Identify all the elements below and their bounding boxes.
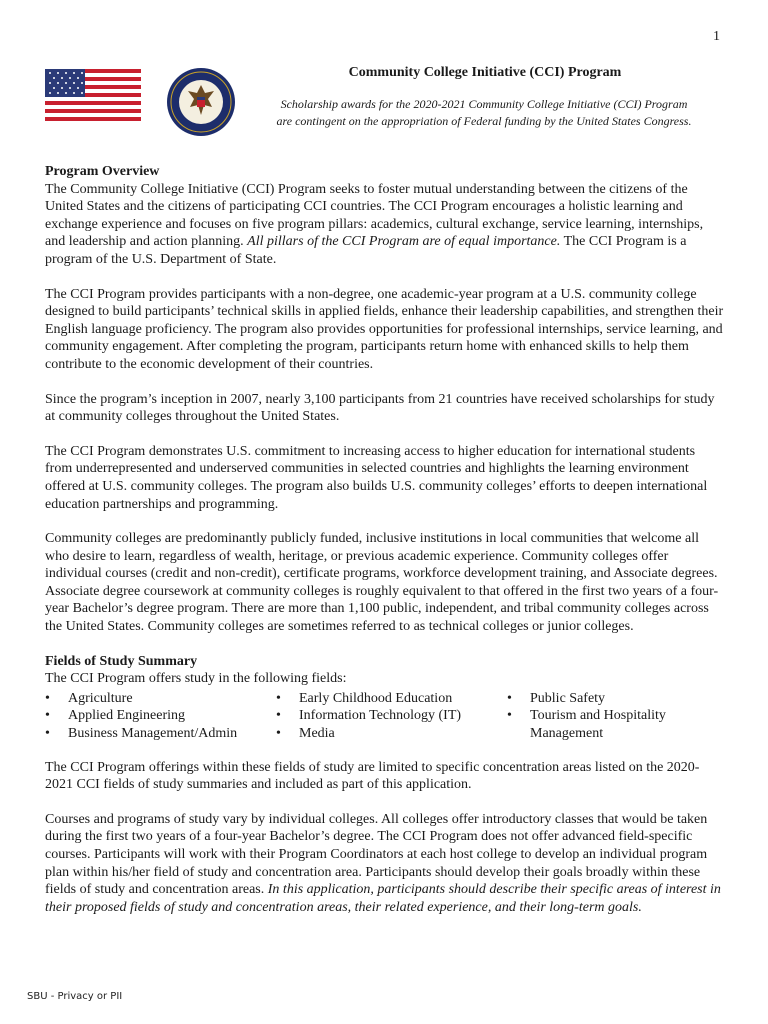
department-of-state-seal-image [166,67,236,137]
program-overview-heading: Program Overview [45,164,160,179]
overview-paragraph-2: The CCI Program provides participants with a non-degree, one academic-year program at a U.S. community college designed to build participants’ technical skills in applied fields, enhance their leadership capabilities, and strengthen their English language proficiency. The program also provides opportunities for professional internships, service learning, and community engagement. After completing the program, participants return home with enhanced skills to help them contribute to the economic development of their countries. [45,286,724,372]
overview-paragraph-5: Community colleges are predominantly publicly funded, inclusive institutions in local communities that welcome all who desire to learn, regardless of wealth, heritage, or previous academic experience. Community colleges offer individual courses (credit and non-credit), certificate programs, workforce development training, and Associate degrees. Associate degree coursework at community colleges is roughly equivalent to that offered in the first two years of a four-year Bachelor’s degree program. There are more than 1,100 public, independent, and tribal community colleges across the United States. Community colleges are sometimes referred to as technical colleges or junior colleges. [45,531,719,635]
fields-intro: The CCI Program offers study in the following fields: [45,671,347,687]
document-subtitle [250,96,718,130]
list-item: • Information Technology (IT) [276,707,507,725]
fields-column-3 [507,690,717,743]
page-number: 1 [713,29,720,44]
fields-paragraph-2 [45,811,725,917]
list-item: • Business Management/Admin [45,725,276,743]
overview-paragraph-4: The CCI Program demonstrates U.S. commitment to increasing access to higher education for international students from underrepresented and underserved communities in selected countries and highlights the learning environment offered at U.S. community colleges. The program also builds U.S. community colleges’ efforts to deepen international education partnerships and programming. [45,443,708,512]
fields-column-1 [45,690,276,743]
list-item: • Applied Engineering [45,707,276,725]
fields-paragraph-1: The CCI Program offerings within these fields of study are limited to specific concentration areas listed on the 2020-2021 CCI fields of study summaries and included as part of this application. [45,759,700,793]
list-item: • Early Childhood Education [276,690,507,708]
subtitle-line-1: Scholarship awards for the 2020-2021 Community College Initiative (CCI) Program [280,97,688,111]
fields-of-study-heading: Fields of Study Summary [45,653,198,669]
footer-classification: SBU - Privacy or PII [27,991,123,1002]
subtitle-line-2: are contingent on the appropriation of Federal funding by the United States Congress. [276,114,692,128]
us-flag-image [45,69,141,121]
fields-p2-emphasis: In this application, participants should describe their specific areas of interest in their proposed fields of study and concentration areas, their related experience, and their long-term goals. [45,882,721,915]
list-item: • Public Safety [507,690,717,708]
fields-list [45,690,725,743]
fields-p2-text: Courses and programs of study vary by individual colleges. All colleges offer introductory classes that would be taken during the first two years of a four-year Bachelor’s degree. The CCI Program does not offer advanced field-specific courses. Participants will work with their Program Coordinators at each host college to develop an individual program plan within his/her field of study and concentration area. Participants should develop their goals broadly within these fields of study and concentration areas. [45,811,708,898]
list-item: • Tourism and Hospitality Management [507,707,717,742]
overview-p1-text-end: The CCI Program is a program of the U.S. Department of State. [45,234,687,267]
fields-column-2 [276,690,507,743]
overview-paragraph-1 [45,181,725,269]
document-title: Community College Initiative (CCI) Program [348,65,622,80]
overview-p1-emphasis: All pillars of the CCI Program are of equal importance. [247,234,561,250]
list-item: • Agriculture [45,690,276,708]
document-body [45,163,725,933]
overview-paragraph-3: Since the program’s inception in 2007, nearly 3,100 participants from 21 countries have received scholarships for study at community colleges throughout the United States. [45,391,715,425]
overview-p1-text: The Community College Initiative (CCI) Program seeks to foster mutual understanding between the citizens of the United States and the citizens of participating CCI countries. The CCI Program encourages a holistic learning and exchange experience and focuses on five program pillars: academics, cultural exchange, service learning, internships, and leadership and action planning. [45,181,704,250]
list-item: • Media [276,725,507,743]
